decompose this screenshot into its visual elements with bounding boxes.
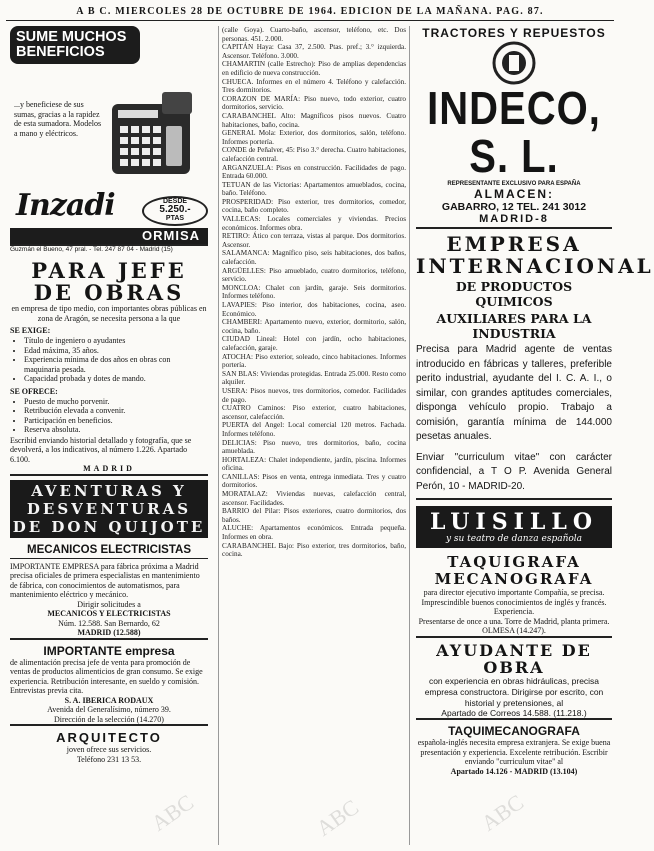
empresa-line-1: EMPRESA [446,232,582,256]
taquigrafa-contact: Presentarse de once a una. Torre de Madrid, planta primera. OLMESA (14.247). [418,616,610,635]
inzadi-banner [10,26,140,64]
mecanicos-city: MADRID (12.588) [77,628,141,637]
arquitecto-phone: Teléfono 231 13 53. [76,754,142,764]
classified-entry: CHUECA. Informes en el número 4. Teléfono y calefacción. Tres dormitorios. [222,77,406,95]
watermark-icon: ABC [146,789,199,836]
empresa-send: Enviar "curriculum vitae" con carácter confidencial, a T O P. Avenida General Perón, 10 - MADRID-20. [416,451,612,492]
list-item: • Título de ingeniero o ayudantes [24,336,208,346]
exige-list [24,336,208,384]
classified-entry: LAVAPIES: Piso interior, dos habitaciones, cocina, aseo. Económico. [222,301,406,318]
list-item: • Capacidad probada y dotes de mando. [24,374,208,384]
inzadi-ad [10,26,208,253]
classified-entry: ATOCHA: Piso exterior, soleado, cinco habitaciones. Informes portería. [222,352,406,370]
mecanicos-company: MECANICOS Y ELECTRICISTAS [47,609,171,618]
taquimeca-ad [416,724,612,776]
arquitecto-title: ARQUITECTO [56,730,162,745]
classified-entry: CONDE de Peñalver, 45: Piso 3.° derecha. Cuatro habitaciones, calefacción central. [222,146,406,163]
importante-body: de alimentación precisa jefe de venta para promoción de ventas de productos alimenticios de gran consumo. Se exige experiencia. Retribución interesante, en sueldo y comisión. Entrevistas previa cita. [10,657,203,695]
luisillo-title: LUISILLO [429,509,599,535]
jefe-intro: en empresa de tipo medio, con importantes obras públicas en zona de Aragón, se necesita persona a la que [11,304,207,323]
classified-entry: CARABANCHEL Bajo: Piso exterior, tres dormitorios, baño, cocina. [222,541,406,559]
list-item: • Reserva absoluta. [24,425,208,435]
classified-entry: HORTALEZA: Chalet independiente, jardín, piscina. Informes oficina. [222,455,406,473]
empresa-ad [416,232,654,500]
watermark-icon: ABC [311,794,364,841]
ayudante-title: AYUDANTE DE OBRA [436,640,592,677]
classified-entry: USERA: Pisos nuevos, tres dormitorios, comedor. Facilidades de pago. [222,386,406,404]
classified-entry: ALUCHE: Apartamentos económicos. Entrada pequeña. Informes en obra. [222,524,406,542]
empresa-line-4: AUXILIARES PARA LA INDUSTRIA [436,311,592,341]
classified-entry: CIUDAD Lineal: Hotel con jardín, ocho habitaciones, calefacción, garaje. [222,335,406,352]
jefe-title-2: DE OBRAS [33,280,185,305]
classified-entry: TETUAN de las Victorias: Apartamentos amueblados, cocina, baño. Teléfono. [222,180,406,198]
mecanicos-address: Núm. 12.588. San Bernardo, 62 [58,618,160,628]
classified-entry: RETIRO: Ático con terraza, vistas al parque. Dos dormitorios. Ascensor. [222,232,406,249]
arquitecto-ad [10,730,208,764]
jefe-closing: Escribid enviando historial detallado y fotografía, que se devolverá, a los indicativos, al número 1.226. Apartado 6.100. [10,435,192,464]
quijote-banner [10,480,208,538]
price-value: 5.250.- [159,204,191,215]
inzadi-brand: Inzadi [16,188,115,223]
indeco-brand: INDECO, S. L. [427,83,601,183]
quijote-line-2: DESVENTURAS [26,499,192,518]
classified-entry: CARABANCHEL Alto: Magníficos pisos nuevos. Cuatro habitaciones, baño, cocina. [222,111,406,129]
mecanicos-ad [10,544,208,640]
classified-entry: BARRIO del Pilar: Pisos exteriores, cuatro dormitorios, dos baños. [222,507,406,524]
ayudante-ad [416,642,612,721]
list-item: • Edad máxima, 35 años. [24,346,208,356]
classified-entry: (calle Goya). Cuarto-baño, ascensor, teléfono, etc. Dos personas. 451. 2.000. [222,26,406,43]
indeco-logo-icon [416,40,612,86]
mecanicos-apply: Dirigir solicitudes a [77,599,141,609]
taquigrafa-line-2: MECANOGRAFA [434,570,594,588]
tractores-ad [416,26,612,229]
taquigrafa-body: para director ejecutivo importante Compañía, se precisa. Imprescindible buenos conocimientos de inglés y francés. Experiencia. [421,588,607,616]
inzadi-copy: ...y beneficiese de sus sumas, gracias a la rapidez de esta sumadora. Modelos a mano y eléctricos. [14,100,102,138]
taquimeca-ref: Apartado 14.126 - MADRID (13.104) [450,766,578,776]
arquitecto-body: joven ofrece sus servicios. [66,745,152,754]
classified-entry: PUERTA del Angel: Local comercial 120 metros. Fachada. Informes teléfono. [222,421,406,438]
price-badge [142,196,208,226]
ofrece-label: SE OFRECE: [10,386,58,396]
luisillo-subtitle: y su teatro de danza española [445,534,583,544]
taquimeca-title: TAQUIMECANOGRAFA [448,724,580,738]
classified-entry: SALAMANCA: Magnífico piso, seis habitaciones, dos baños, calefacción. [222,249,406,267]
classified-entry: MORATALAZ: Viviendas nuevas, calefacción central, ascensor. Facilidades. [222,490,406,507]
distributor-bar: ORMISA [10,228,208,244]
importante-ad [10,644,208,727]
taquigrafa-ad [416,554,612,638]
classified-entry: PROSPERIDAD: Piso exterior, tres dormitorios, comedor, cocina, baño completo. [222,197,406,215]
ayudante-body: con experiencia en obras hidráulicas, precisa empresa constructora. Dirigirse por escrito, con historial y pretensiones, al [424,675,604,708]
classified-entry: GENERAL Mola: Exterior, dos dormitorios, salón, teléfono. Informes portería. [222,129,406,146]
classified-entry: CHAMARTIN (calle Estrecho): Piso de amplias dependencias en edificio de nueva construcción. [222,60,406,77]
price-top: DESDE [162,198,188,205]
classifieds-column [218,26,410,845]
mecanicos-title: MECANICOS ELECTRICISTAS [10,544,208,559]
quijote-line-1: AVENTURAS Y [31,481,187,500]
classified-entry: CORAZON DE MARÍA: Piso nuevo, todo exterior, cuatro dormitorios, servicio. [222,94,406,112]
indeco-rep: REPRESENTANTE EXCLUSIVO PARA ESPAÑA [447,181,581,187]
adding-machine-illustration [104,84,204,184]
tractores-title: TRACTORES Y REPUESTOS [422,26,606,40]
luisillo-banner [416,506,612,548]
jefe-title-1: PARA JEFE [31,258,187,283]
mecanicos-body: IMPORTANTE EMPRESA para fábrica próxima a Madrid precisa oficiales de primera especialistas en mantenimiento de fábrica, con conocimientos de automatismos, para mantenimiento eléctrico y mecánico. [10,561,200,599]
taquimeca-body: española-inglés necesita empresa extranjera. Se exige buena presentación y experiencia. Excelente retribución. Escribir enviando "curriculum vitae" al [417,738,611,766]
list-item: • Participación en beneficios. [24,416,208,426]
distributor-address: Guzmán el Bueno, 47 pral. - Tel. 247 87 04 - Madrid (15) [10,246,173,253]
indeco-city: MADRID-8 [479,213,549,225]
classified-entry: DELICIAS: Piso nuevo, tres dormitorios, baño, cocina amueblada. [222,438,406,456]
classified-entry: VALLECAS: Locales comerciales y viviendas. Precios económicos. Informes obra. [222,215,406,232]
classified-entry: CANILLAS: Pisos en venta, entrega inmediata. Tres y cuatro dormitorios. [222,472,406,490]
page-header: A B C. MIERCOLES 28 DE OCTUBRE DE 1964. EDICION DE LA MAÑANA. PAG. 87. [6,4,614,21]
classified-entry: MONCLOA: Chalet con jardín, garaje. Seis dormitorios. Informes teléfono. [222,283,406,301]
importante-company: S. A. IBERICA RODAUX [64,695,154,705]
classified-entry: CHAMBERI: Apartamento nuevo, exterior, dormitorio, salón, cocina, baño. [222,318,406,335]
ofrece-list [24,397,208,435]
empresa-body: Precisa para Madrid agente de ventas introducido en fábricas y talleres, preferible perito industrial, ayudante del I. C. A. I., o similar, con grandes aptitudes comerciales, disponga vehículo propio. Trabajo a comisión, garantía mínima de 144.000 pesetas anuales. [416,344,612,442]
importante-title: IMPORTANTE empresa [43,643,175,658]
jefe-city: MADRID [83,464,135,473]
banner-line-2: BENEFICIOS [16,44,105,60]
list-item: • Puesto de mucho porvenir. [24,397,208,407]
price-unit: PTAS [165,215,185,222]
quijote-line-3: DE DON QUIJOTE [12,517,206,536]
importante-ref: Dirección de la selección (14.270) [54,714,164,724]
classified-entry: CUATRO Caminos: Piso exterior, cuatro habitaciones, ascensor, calefacción. [222,404,406,421]
indeco-address: GABARRO, 12 TEL. 241 3012 [441,201,587,213]
indeco-almacen: ALMACEN: [474,187,554,201]
empresa-line-2: INTERNACIONAL [416,254,654,278]
list-item: • Retribución elevada a convenir. [24,406,208,416]
watermark-icon: ABC [476,789,529,836]
ayudante-ref: Apartado de Correos 14.588. (11.218.) [441,707,587,718]
classified-entry: ARGANZUELA: Pisos en construcción. Facilidades de pago. Entrada 60.000. [222,163,406,181]
importante-address: Avenida del Generalísimo, número 39. [47,705,171,714]
banner-line-1: SUME MUCHOS [16,29,127,45]
list-item: • Experiencia mínima de dos años en obras con maquinaria pesada. [24,355,208,374]
right-column [416,26,654,845]
exige-label: SE EXIGE: [10,326,51,335]
jefe-obras-ad [10,260,208,476]
taquigrafa-line-1: TAQUIGRAFA [447,553,581,571]
left-column [10,26,208,845]
classified-entry: ARGÜELLES: Piso amueblado, cuatro dormitorios, teléfono, servicio. [222,266,406,284]
empresa-line-3: DE PRODUCTOS QUIMICOS [455,279,573,309]
classified-entry: SAN BLAS: Viviendas protegidas. Entrada 25.000. Resto como alquiler. [222,369,406,387]
classified-entry: CAPITÁN Haya: Casa 37, 2.500. Ptas. pref.; 3.° izquierda. Ascensor. Teléfono. 3.000. [222,43,406,60]
